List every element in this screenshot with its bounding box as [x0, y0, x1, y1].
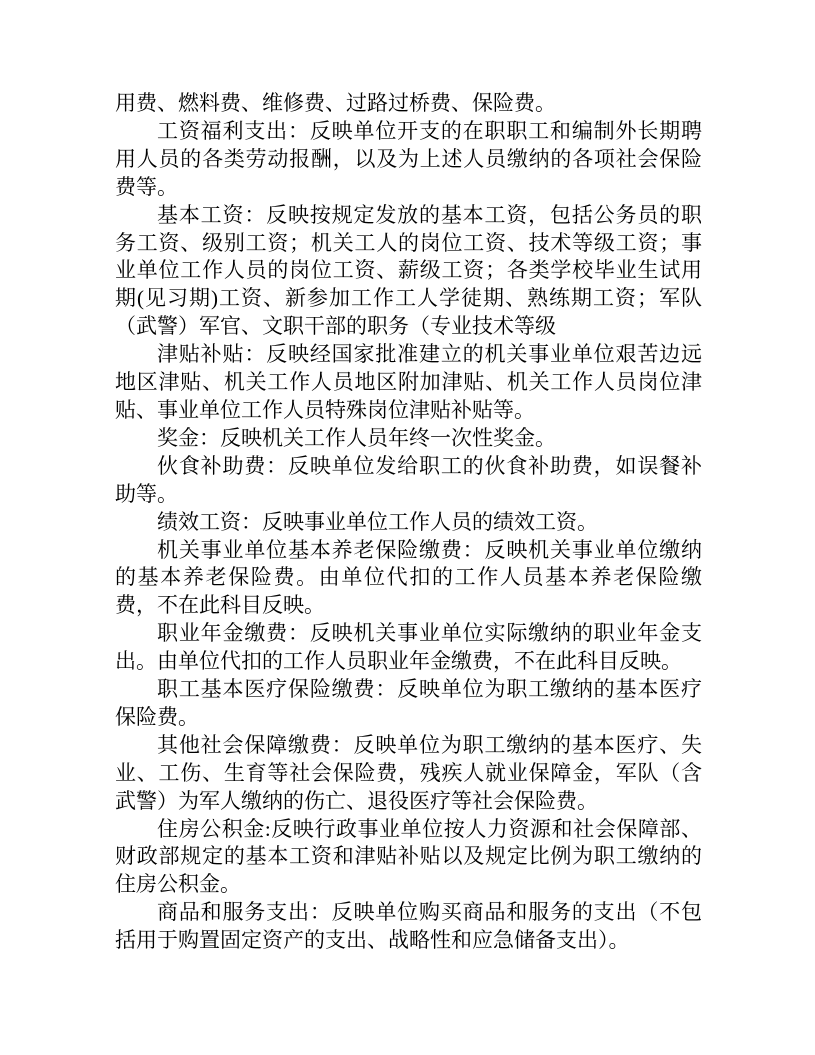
- paragraph: 职业年金缴费：反映机关事业单位实际缴纳的职业年金支出。由单位代扣的工作人员职业年金缴费，不在此科目反映。: [115, 621, 702, 674]
- paragraph: 奖金：反映机关工作人员年终一次性奖金。: [157, 425, 556, 450]
- paragraph: 伙食补助费：反映单位发给职工的伙食补助费，如误餐补助等。: [115, 453, 702, 506]
- paragraph: 工资福利支出：反映单位开支的在职职工和编制外长期聘用人员的各类劳动报酬，以及为上述人员缴纳的各项社会保险费等。: [115, 118, 702, 199]
- paragraph: 机关事业单位基本养老保险缴费：反映机关事业单位缴纳的基本养老保险费。由单位代扣的工作人员基本养老保险缴费，不在此科目反映。: [115, 537, 702, 618]
- paragraph: 基本工资：反映按规定发放的基本工资，包括公务员的职务工资、级别工资；机关工人的岗位工资、技术等级工资；事业单位工作人员的岗位工资、薪级工资；各类学校毕业生试用期(见习期)工资、新参加工作工人学徒期、熟练期工资；军队（武警）军官、文职干部的职务（专业技术等级: [115, 202, 702, 339]
- paragraph: 津贴补贴：反映经国家批准建立的机关事业单位艰苦边远地区津贴、机关工作人员地区附加津贴、机关工作人员岗位津贴、事业单位工作人员特殊岗位津贴补贴等。: [115, 342, 702, 422]
- document-body: [115, 90, 702, 955]
- paragraph: 绩效工资：反映事业单位工作人员的绩效工资。: [157, 509, 598, 534]
- paragraph: 职工基本医疗保险缴费：反映单位为职工缴纳的基本医疗保险费。: [115, 677, 702, 729]
- paragraph: 住房公积金:反映行政事业单位按人力资源和社会保障部、财政部规定的基本工资和津贴补贴以及规定比例为职工缴纳的住房公积金。: [115, 816, 702, 897]
- paragraph: 商品和服务支出：反映单位购买商品和服务的支出（不包括用于购置固定资产的支出、战略性和应急储备支出）。: [115, 900, 702, 953]
- paragraph: 其他社会保障缴费：反映单位为职工缴纳的基本医疗、失业、工伤、生育等社会保险费，残疾人就业保障金，军队（含武警）为军人缴纳的伤亡、退役医疗等社会保险费。: [115, 732, 702, 813]
- paragraph: 用费、燃料费、维修费、过路过桥费、保险费。: [115, 91, 556, 115]
